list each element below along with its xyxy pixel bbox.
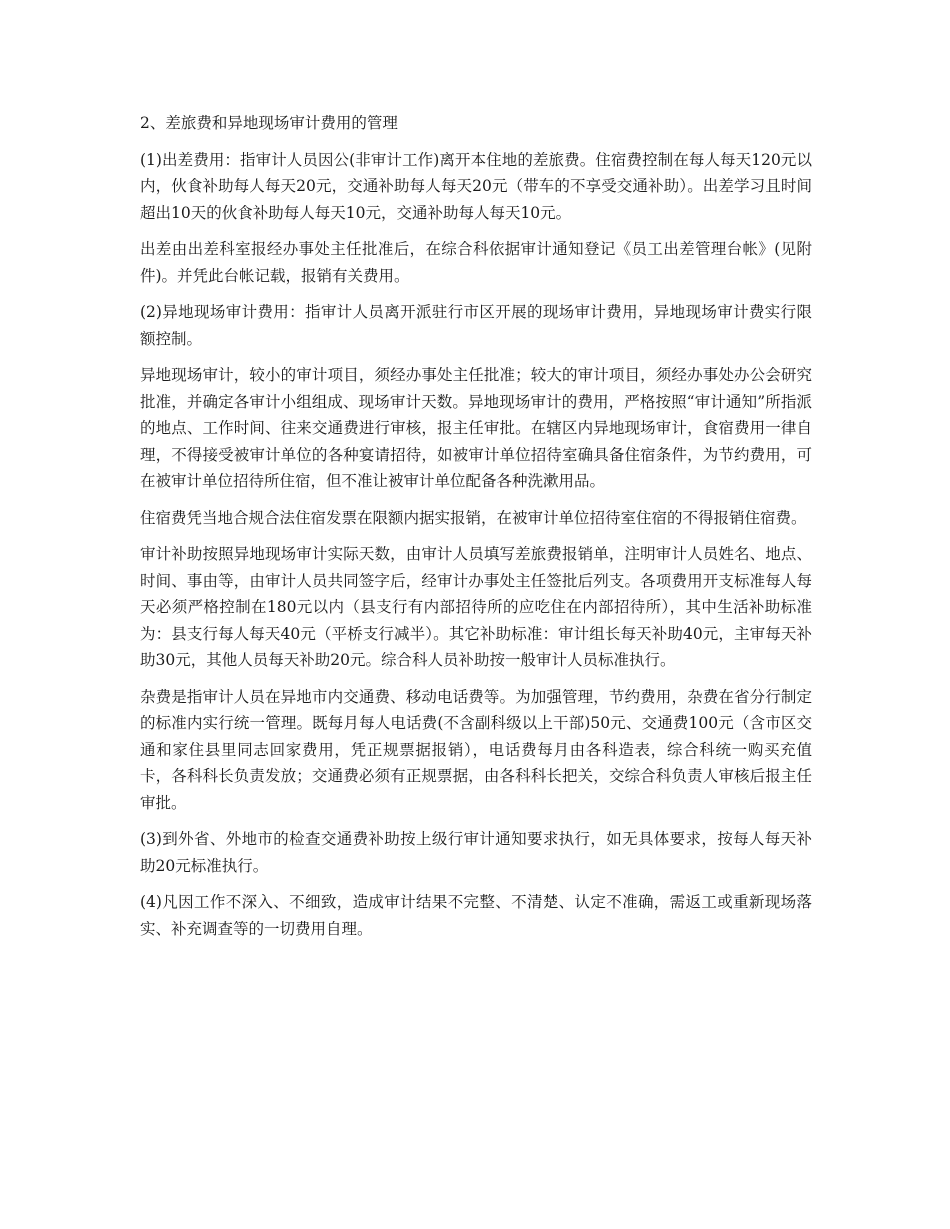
paragraph-travel-expenses: (1)出差费用：指审计人员因公(非审计工作)离开本住地的差旅费。住宿费控制在每人每天120元以内，伙食补助每人每天20元，交通补助每人每天20元（带车的不享受交通补助）。出差学习且时间超出10天的伙食补助每人每天10元，交通补助每人每天10元。 [140,150,812,222]
paragraph-miscellaneous-fees: 杂费是指审计人员在异地市内交通费、移动电话费等。为加强管理，节约费用，杂费在省分行制定的标准内实行统一管理。既每月每人电话费(不含副科级以上干部)50元、交通费100元（含市区交通和家住县里同志回家费用，凭正规票据报销），电话费每月由各科造表，综合科统一购买充值卡，各科科长负责发放；交通费必须有正规票据，由各科科长把关，交综合科负责人审核后报主任审批。 [140,687,812,812]
paragraph-rework-costs: (4)凡因工作不深入、不细致，造成审计结果不完整、不清楚、认定不准确，需返工或重新现场落实、补充调查等的一切费用自理。 [140,893,812,938]
paragraph-out-of-province: (3)到外省、外地市的检查交通费补助按上级行审计通知要求执行，如无具体要求，按每人每天补助20元标准执行。 [140,830,812,875]
paragraph-travel-approval: 出差由出差科室报经办事处主任批准后，在综合科依据审计通知登记《员工出差管理台帐》(见附件)。并凭此台帐记载，报销有关费用。 [140,240,812,285]
paragraph-audit-allowance: 审计补助按照异地现场审计实际天数，由审计人员填写差旅费报销单，注明审计人员姓名、地点、时间、事由等，由审计人员共同签字后，经审计办事处主任签批后列支。各项费用开支标准每人每天必须严格控制在180元以内（县支行有内部招待所的应吃住在内部招待所），其中生活补助标准为：县支行每人每天40元（平桥支行减半）。其它补助标准：审计组长每天补助40元，主审每天补助30元，其他人员每天补助20元。综合科人员补助按一般审计人员标准执行。 [140,545,812,669]
paragraph-lodging: 住宿费凭当地合规合法住宿发票在限额内据实报销，在被审计单位招待室住宿的不得报销住宿费。 [140,508,807,527]
paragraph-remote-audit-approval: 异地现场审计，较小的审计项目，须经办事处主任批准；较大的审计项目，须经办事处办公会研究批准，并确定各审计小组组成、现场审计天数。异地现场审计的费用，严格按照“审计通知”所指派的地点、工作时间、往来交通费进行审核，报主任审批。在辖区内异地现场审计，食宿费用一律自理，不得接受被审计单位的各种宴请招待，如被审计单位招待室确具备住宿条件，为节约费用，可在被审计单位招待所住宿，但不准让被审计单位配备各种洗漱用品。 [140,366,812,490]
paragraph-remote-audit-expenses: (2)异地现场审计费用：指审计人员离开派驻行市区开展的现场审计费用，异地现场审计费实行限额控制。 [140,303,812,348]
section-heading: 2、差旅费和异地现场审计费用的管理 [140,114,398,132]
document-page [140,110,812,952]
